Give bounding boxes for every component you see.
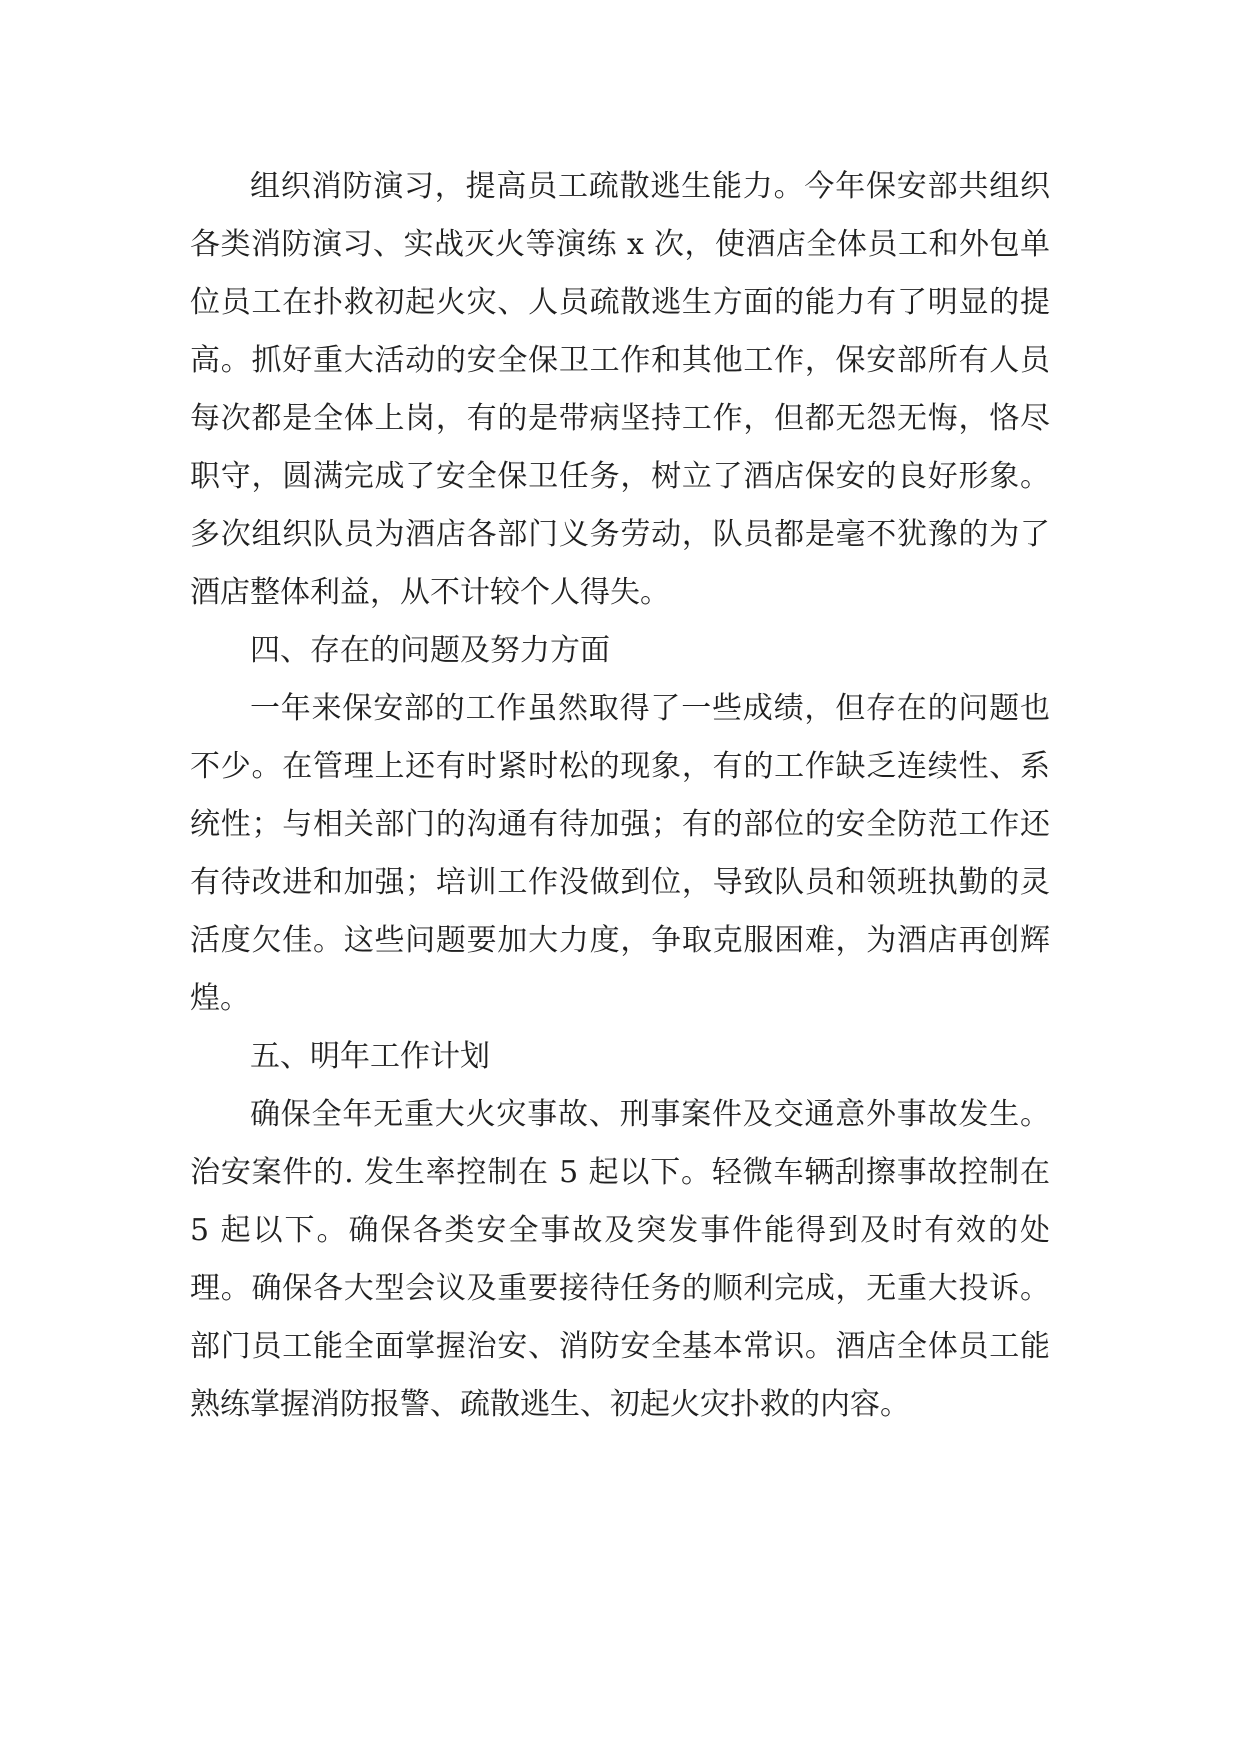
section-heading-plan: 五、明年工作计划 xyxy=(250,1039,490,1074)
paragraph-fire-drills: 组织消防演习，提高员工疏散逃生能力。今年保安部共组织各类消防演习、实战灭火等演练 x 次，使酒店全体员工和外包单位员工在扑救初起火灾、人员疏散逃生方面的能力有了明显的提高。抓好重大活动的安全保卫工作和其他工作，保安部所有人员每次都是全体上岗，有的是带病坚持工作，但都无怨无悔，恪尽职守，圆满完成了安全保卫任务，树立了酒店保安的良好形象。多次组织队员为酒店各部门义务劳动，队员都是毫不犹豫的为了酒店整体利益，从不计较个人得失。 xyxy=(190,169,1050,610)
paragraph-problems: 一年来保安部的工作虽然取得了一些成绩，但存在的问题也不少。在管理上还有时紧时松的现象，有的工作缺乏连续性、系统性；与相关部门的沟通有待加强；有的部位的安全防范工作还有待改进和加强；培训工作没做到位，导致队员和领班执勤的灵活度欠佳。这些问题要加大力度，争取克服困难，为酒店再创辉煌。 xyxy=(190,691,1050,1016)
section-heading-problems: 四、存在的问题及努力方面 xyxy=(250,633,610,668)
body-text xyxy=(190,158,1050,1434)
paragraph-plan: 确保全年无重大火灾事故、刑事案件及交通意外事故发生。治安案件的. 发生率控制在 5 起以下。轻微车辆刮擦事故控制在 5 起以下。确保各类安全事故及突发事件能得到及时有效的处理。确保各大型会议及重要接待任务的顺利完成，无重大投诉。部门员工能全面掌握治安、消防安全基本常识。酒店全体员工能熟练掌握消防报警、疏散逃生、初起火灾扑救的内容。 xyxy=(190,1097,1050,1422)
